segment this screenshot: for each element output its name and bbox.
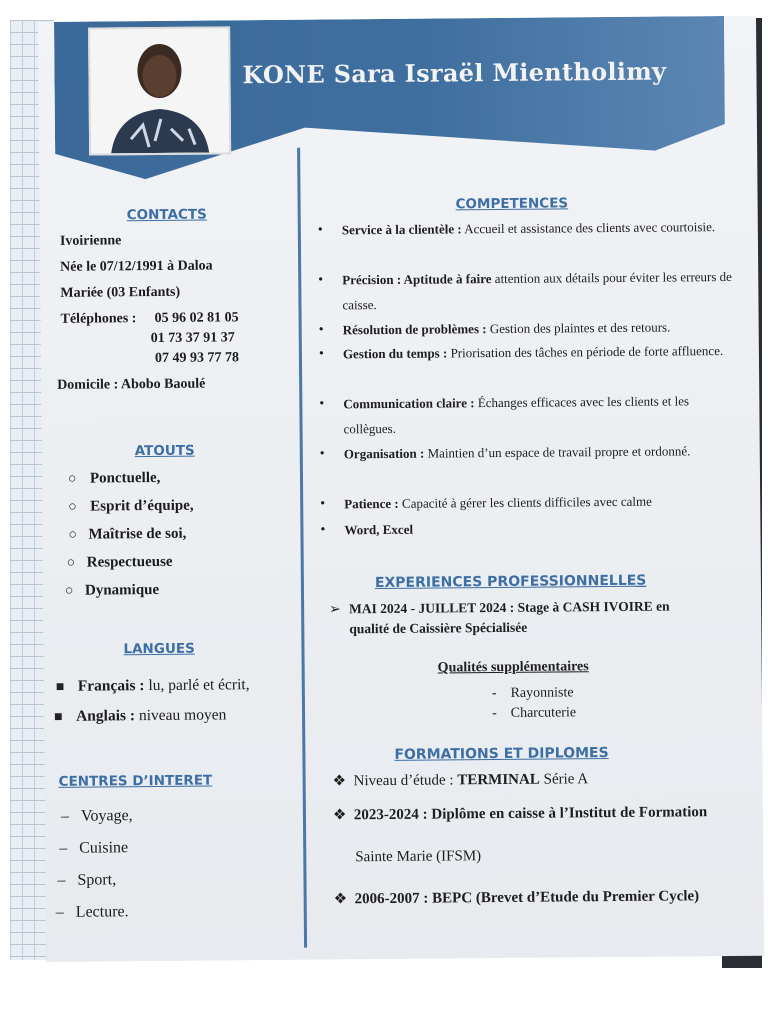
experience-line-1: MAI 2024 - JUILLET 2024 : Stage à CASH IVOIRE en: [349, 598, 670, 617]
language-item: [76, 706, 226, 725]
cv-page: [38, 16, 764, 962]
competence-item: • Résolution de problèmes : Gestion des plaintes et des retours.: [319, 314, 739, 343]
experience-line-2: qualité de Caissière Spécialisée: [349, 619, 528, 637]
atouts-heading: ATOUTS: [134, 442, 195, 460]
language-level: niveau moyen: [134, 706, 227, 725]
square-bullet-icon: ■: [54, 709, 63, 725]
phone-3: 07 49 93 77 78: [154, 350, 240, 366]
competence-item: • Word, Excel: [320, 514, 740, 543]
competence-item: • Organisation : Maintien d’un espace de travail propre et ordonné.: [320, 438, 740, 467]
formation-item-line2: Sainte Marie (IFSM): [355, 848, 482, 866]
bullet-icon: •: [318, 346, 324, 362]
language-level: lu, parlé et écrit,: [144, 676, 250, 695]
nationality: Ivoirienne: [59, 233, 122, 249]
qualite-item: - Charcuterie: [491, 705, 577, 722]
atout-item: Dynamique: [84, 581, 160, 599]
profile-photo: [88, 26, 231, 155]
domicile: Domicile : Abobo Baoulé: [57, 376, 206, 393]
langues-heading: LANGUES: [123, 640, 195, 658]
interest-item: – Voyage,: [60, 807, 133, 825]
phones-label: Téléphones :: [60, 311, 137, 327]
atout-item: Ponctuelle,: [89, 469, 161, 487]
candidate-name: KONE Sara Israël Mientholimy: [242, 56, 667, 90]
language-item: [78, 676, 250, 695]
interest-item: – Sport,: [57, 871, 117, 889]
competences-heading: COMPETENCES: [455, 195, 569, 213]
bullet-icon: •: [319, 396, 325, 412]
circle-bullet-icon: ○: [68, 527, 78, 543]
bullet-icon: •: [319, 446, 325, 462]
circle-bullet-icon: ○: [67, 471, 77, 487]
language-name: Français :: [77, 677, 145, 695]
circle-bullet-icon: ○: [66, 555, 76, 571]
marital-status: Mariée (03 Enfants): [60, 284, 181, 301]
circle-bullet-icon: ○: [64, 583, 74, 599]
qualite-item: - Rayonniste: [491, 685, 574, 702]
phone-1: 05 96 02 81 05: [154, 310, 239, 326]
experiences-heading: EXPERIENCES PROFESSIONNELLES: [374, 572, 647, 592]
competence-item: • Précision : Aptitude à faire attention aux détails pour éviter les erreurs de caisse.: [318, 268, 732, 313]
language-name: Anglais :: [75, 707, 136, 725]
column-divider: [297, 148, 307, 948]
bullet-icon: •: [317, 222, 323, 238]
formations-heading: FORMATIONS ET DIPLOMES: [394, 745, 609, 763]
interest-item: – Cuisine: [59, 839, 129, 857]
competence-item: • Service à la clientèle : Accueil et assistance des clients avec courtoisie.: [318, 214, 738, 243]
bullet-icon: •: [320, 496, 326, 512]
circle-bullet-icon: ○: [68, 499, 77, 515]
formation-item: ❖ 2006-2007 : BEPC (Brevet d’Etude du Premier Cycle): [333, 888, 700, 908]
interest-item: – Lecture.: [55, 903, 129, 921]
qualites-heading: Qualités supplémentaires: [437, 659, 589, 676]
birth-info: Née le 07/12/1991 à Daloa: [60, 258, 213, 275]
competence-item: • Gestion du temps : Priorisation des tâches en période de forte affluence.: [319, 338, 739, 367]
phone-2: 01 73 37 91 37: [150, 330, 235, 347]
bullet-icon: •: [318, 322, 324, 338]
competence-item: • Patience : Capacité à gérer les clients difficiles avec calme: [320, 488, 740, 517]
competence-item: • Communication claire : Échanges efficaces avec les clients et les collègues.: [319, 393, 690, 437]
arrow-bullet-icon: ➢: [329, 602, 341, 618]
atout-item: Respectueuse: [86, 553, 173, 571]
bullet-icon: •: [320, 522, 326, 538]
formation-item: ❖ 2023-2024 : Diplôme en caisse à l’Institut de Formation: [332, 804, 708, 824]
atout-item: Esprit d’équipe,: [90, 497, 194, 515]
formation-item: ❖ Niveau d’étude : TERMINAL Série A: [332, 771, 589, 790]
bullet-icon: •: [318, 272, 324, 288]
atout-item: Maîtrise de soi,: [88, 525, 187, 543]
contacts-heading: CONTACTS: [126, 206, 207, 224]
square-bullet-icon: ■: [55, 679, 65, 695]
interets-heading: CENTRES D’INTERET: [58, 772, 213, 790]
